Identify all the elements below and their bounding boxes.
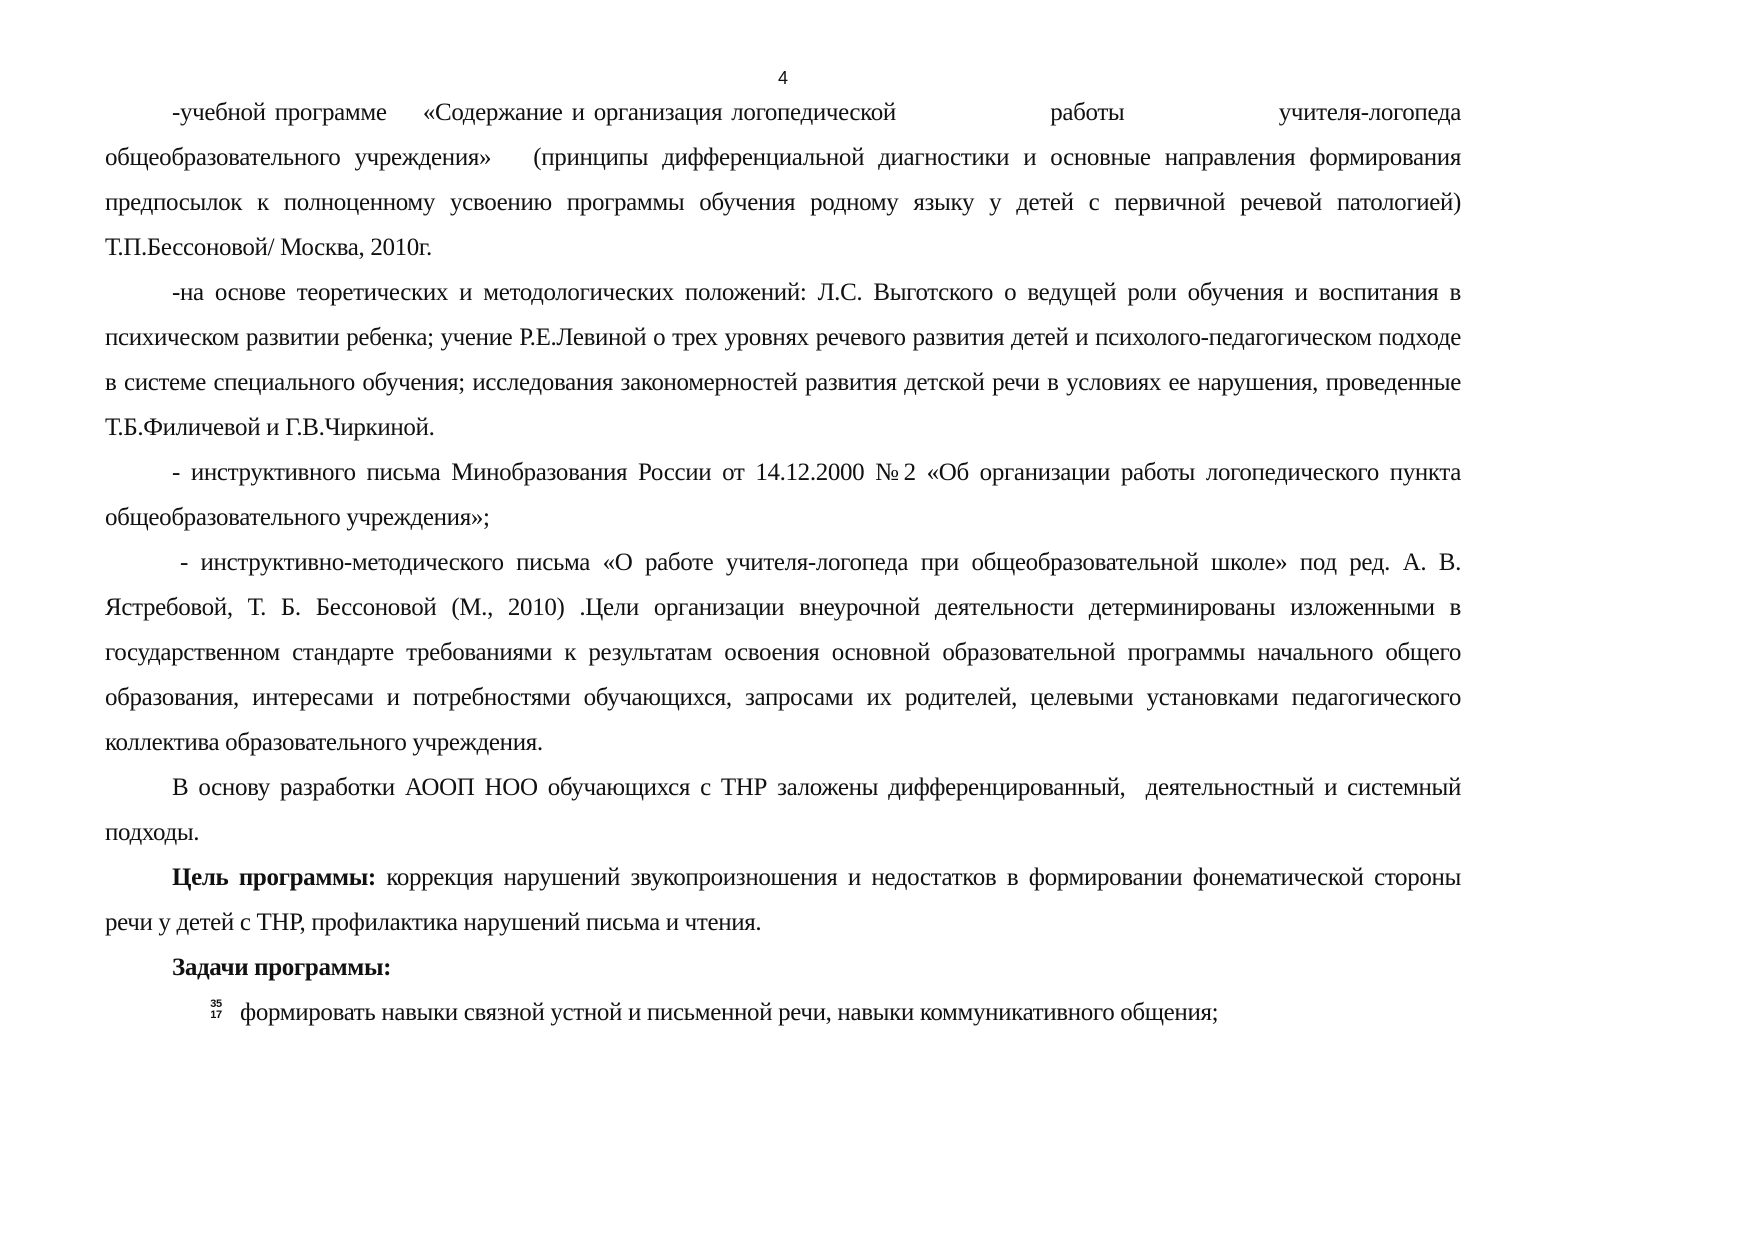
- goal-label: Цель программы:: [172, 864, 376, 891]
- document-body: [105, 90, 1461, 1035]
- paragraph-curriculum-reference: -учебной программе «Содержание и организация логопедической работы учителя-логопеда общеобразовательного учреждения» (принципы дифференциальной диагностики и основные направления формирования предпосылок к полноценному усвоению программы обучения родному языку у детей с первичной речевой патологией) Т.П.Бессоновой/ Москва, 2010г.: [105, 99, 1461, 261]
- page-number: 4: [777, 68, 788, 88]
- tasks-heading: Задачи программы:: [172, 954, 392, 981]
- task-text: формировать навыки связной устной и письменной речи, навыки коммуникативного общения;: [240, 999, 1219, 1026]
- paragraph-program-goal: [105, 855, 1461, 945]
- bullet-glyph-top: 35: [210, 998, 222, 1010]
- paragraph-approaches: В основу разработки АООП НОО обучающихся с ТНР заложены дифференцированный, деятельностный и системный подходы.: [105, 774, 1461, 846]
- goal-text: коррекция нарушений звукопроизношения и недостатков в формировании фонематической стороны речи у детей с ТНР, профилактика нарушений письма и чтения.: [105, 864, 1461, 936]
- bullet-symbol-icon: [205, 999, 227, 1021]
- bullet-glyph-bottom: 17: [210, 1009, 222, 1021]
- paragraph-theoretical-basis: -на основе теоретических и методологических положений: Л.С. Выготского о ведущей роли обучения и воспитания в психическом развитии ребенка; учение Р.Е.Левиной о трех уровнях речевого развития детей и психолого-педагогическом подходе в системе специального обучения; исследования закономерностей развития детской речи в условиях ее нарушения, проведенные Т.Б.Филичевой и Г.В.Чиркиной.: [105, 279, 1461, 441]
- paragraph-methodical-letter: - инструктивно-методического письма «О работе учителя-логопеда при общеобразовательной школе» под ред. А. В. Ястребовой, Т. Б. Бессоновой (М., 2010) .Цели организации внеурочной деятельности детерминированы изложенными в государственном стандарте требованиями к результатам освоения основной образовательной программы начального общего образования, интересами и потребностями обучающихся, запросами их родителей, целевыми установками педагогического коллектива образовательного учреждения.: [105, 549, 1461, 756]
- paragraph-ministry-letter: - инструктивного письма Минобразования России от 14.12.2000 №2 «Об организации работы логопедического пункта общеобразовательного учреждения»;: [105, 459, 1461, 531]
- task-list-item: [105, 990, 1461, 1035]
